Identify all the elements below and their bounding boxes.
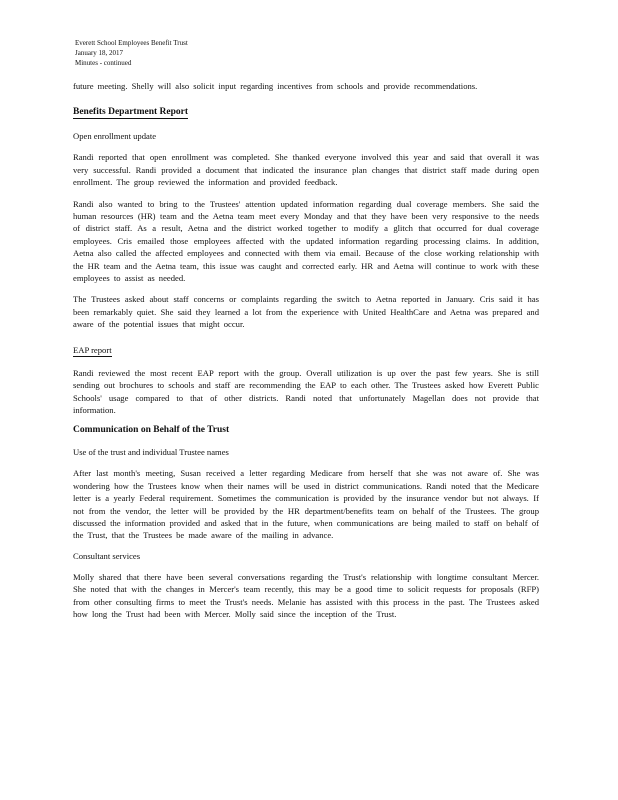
eap-paragraph: Randi reviewed the most recent EAP report with the group. Overall utilization is up over the past few years. She is still sending out brochures to schools and staff are recommending the EAP to each other. The Trustees asked how Everett Public Schools' usage compared to that of other districts. Randi noted that unfortunately Magellan does not provide that information. <box>73 367 539 415</box>
open-enrollment-paragraph-1: Randi reported that open enrollment was completed. She thanked everyone involved this year and said that overall it was very successful. Randi provided a document that indicated the insurance plan changes that district staff made during open enrollment. The group reviewed the information and provided feedback. <box>73 152 539 188</box>
consultant-paragraph: Molly shared that there have been several conversations regarding the Trust's relationship with longtime consultant Mercer. She noted that with the changes in Mercer's team recently, this may be a good time to solicit requests for proposals (RFP) from other consulting firms to meet the Trust's needs. Melanie has assisted with this process in the past. The Trustees asked how long the Trust had been with Mercer. Molly said since the inception of the Trust. <box>73 571 539 619</box>
header-minutes: Minutes - continued <box>75 59 132 67</box>
subhead-consultant-services: Consultant services <box>73 550 141 561</box>
header-date: January 18, 2017 <box>75 49 124 57</box>
open-enrollment-paragraph-2: Randi also wanted to bring to the Trustees' attention updated information regarding dual coverage members. She said the human resources (HR) team and the Aetna team meet every Monday and that they have been very responsive to the needs of district staff. As a result, Aetna and the district worked together to modify a glitch that occurred for dual coverage employees. Cris emailed those employees affected with the updated information regarding processing claims. In addition, Aetna also called the affected employees and connected with them via email. Because of the close working relationship with the HR team and the Aetna team, this issue was caught and corrected early. HR and Aetna will continue to work with these employees to assist as needed. <box>73 198 539 284</box>
document-body <box>73 80 539 629</box>
section-benefits-department: Benefits Department Report <box>73 107 189 118</box>
intro-paragraph: future meeting. Shelly will also solicit input regarding incentives from schools and provide recommendations. <box>73 81 478 91</box>
page-header <box>75 38 188 68</box>
subhead-eap-report: EAP report <box>73 344 112 355</box>
header-org: Everett School Employees Benefit Trust <box>75 39 188 47</box>
subhead-open-enrollment: Open enrollment update <box>73 131 157 142</box>
open-enrollment-paragraph-3: The Trustees asked about staff concerns or complaints regarding the switch to Aetna reported in January. Cris said it has been remarkably quiet. She said they learned a lot from the experience with United HealthCare and Aetna was prepared and aware of the potential issues that might occur. <box>73 294 539 330</box>
subhead-trustee-names: Use of the trust and individual Trustee names <box>73 447 229 458</box>
section-communication: Communication on Behalf of the Trust <box>73 425 230 436</box>
names-paragraph: After last month's meeting, Susan received a letter regarding Medicare from herself that she was not aware of. She was wondering how the Trustees know when their names will be used in district communications. Randi noted that the Medicare letter is a yearly Federal requirement. Sometimes the communication is provided by the insurance vendor but not always. If not from the vendor, the letter will be provided by the HR department/benefits team on behalf of the Trustees. The group discussed the information provided and asked that in the future, when communications are being mailed to staff on behalf of the Trust, that the Trustees be made aware of the mailing in advance. <box>73 468 539 541</box>
